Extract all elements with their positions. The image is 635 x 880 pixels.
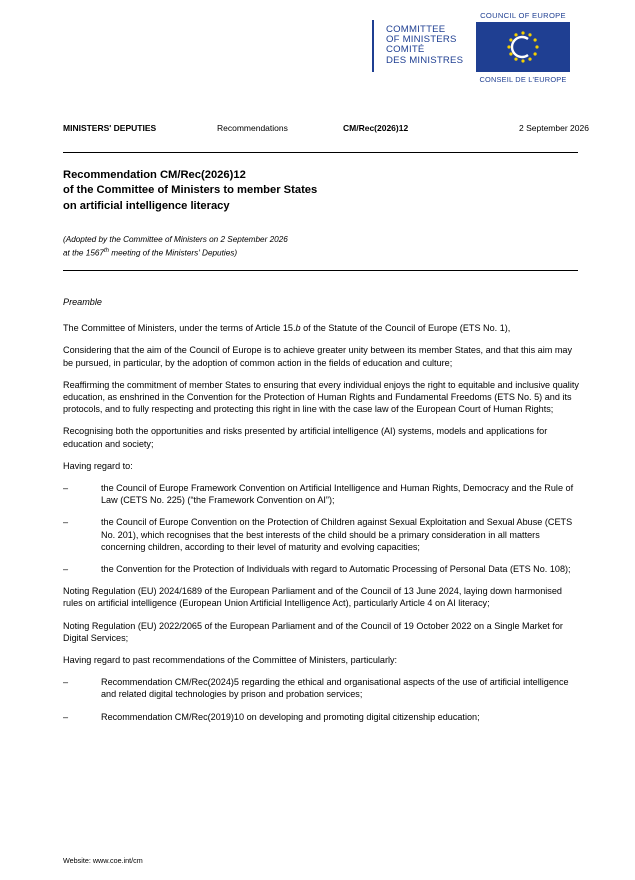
footer-website: Website: www.coe.int/cm (63, 856, 143, 865)
list-dash: – (63, 711, 69, 722)
list-item (63, 516, 579, 553)
document-body (63, 296, 579, 733)
adoption-ordinal: th (103, 247, 109, 254)
paragraph-5: Having regard to: (63, 460, 133, 471)
paragraph-4: Recognising both the opportunities and risks presented by artificial intelligence (AI) systems, models and applications for education and society; (63, 426, 548, 449)
paragraph-1-pre: The Committee of Ministers, under the terms of Article 15. (63, 323, 296, 334)
committee-line-3: COMITÉ (386, 44, 425, 56)
list-item-text: Recommendation CM/Rec(2024)5 regarding the ethical and organisational aspects of the use of artificial intelligence and related digital technologies by prison and probation services; (101, 677, 569, 700)
adoption-line-2 (63, 246, 563, 259)
list-item-text: the Council of Europe Framework Convention on Artificial Intelligence and Human Rights, Democracy and the Rule of Law (CETS No. 225) (“the Framework Convention on AI”); (101, 483, 574, 506)
document-title (63, 168, 563, 214)
adoption-note (63, 234, 563, 259)
adoption-line-2-post: meeting of the Ministers' Deputies) (109, 248, 238, 258)
list-item (63, 711, 579, 723)
title-line-3: on artificial intelligence literacy (63, 199, 230, 212)
rule-top (63, 152, 578, 153)
adoption-line-2-pre: at the 1567 (63, 248, 104, 258)
adoption-line-1: (Adopted by the Committee of Ministers on 2 September 2026 (63, 235, 288, 244)
paragraph-3: Reaffirming the commitment of member States to ensuring that every individual enjoys the right to equitable and inclusive quality education, as enshrined in the Convention for the Protection of Human Rights and Fundamental Freedoms (ETS No. 5) and its protocols, and to fully respecting and protecting this right in line with the case law of the European Court of Human Rights; (63, 379, 579, 415)
list-item-text: the Convention for the Protection of Individuals with regard to Automatic Processing of Personal Data (ETS No. 108); (101, 564, 571, 575)
committee-line-4: DES MINISTRES (386, 54, 464, 66)
committee-line-1: COMMITTEE (386, 24, 446, 35)
list-dash: – (63, 483, 69, 494)
paragraph-8: Having regard to past recommendations of the Committee of Ministers, particularly: (63, 655, 398, 666)
paragraph-1-em: b (295, 323, 301, 334)
paragraph-7: Noting Regulation (EU) 2022/2065 of the European Parliament and of the Council of 19 October 2022 on a Single Market for Digital Services; (63, 620, 563, 643)
list-item (63, 676, 579, 700)
list-dash: – (63, 517, 69, 528)
rule-bottom (63, 270, 578, 271)
coe-logo-top-text: COUNCIL OF EUROPE (480, 11, 566, 20)
list-dash: – (63, 564, 69, 575)
title-line-1: Recommendation CM/Rec(2026)12 (63, 169, 246, 181)
list-item (63, 482, 579, 506)
preamble-heading: Preamble (63, 297, 102, 307)
committee-line-2: OF MINISTERS (386, 34, 457, 46)
ref-date: 2 September 2026 (519, 123, 589, 133)
ref-code: CM/Rec(2026)12 (343, 123, 409, 133)
ref-category: Recommendations (217, 123, 288, 133)
list-item-text: the Council of Europe Convention on the Protection of Children against Sexual Exploitation and Sexual Abuse (CETS No. 201), which recognises that the best interests of the child should be a primary consideration in all matters concerning children, according to their level of maturity and evolving capacities; (101, 517, 573, 552)
paragraph-1 (63, 322, 579, 334)
committee-of-ministers-logo (386, 25, 463, 66)
list-dash: – (63, 677, 69, 688)
committee-logo-bar (372, 20, 374, 72)
paragraph-6: Noting Regulation (EU) 2024/1689 of the European Parliament and of the Council of 13 June 2024, laying down harmonised rules on artificial intelligence (European Union Artificial Intelligence Act), particularly Article 4 on AI literacy; (63, 586, 562, 609)
ref-body: MINISTERS' DEPUTIES (63, 123, 157, 133)
paragraph-2: Considering that the aim of the Council of Europe is to achieve greater unity between its member States, and that this aim may be pursued, in particular, by the adoption of common action in the fields of education and culture; (63, 345, 573, 368)
title-line-2: of the Committee of Ministers to member States (63, 184, 318, 197)
paragraph-1-post: of the Statute of the Council of Europe (ETS No. 1), (300, 323, 511, 334)
list-item (63, 563, 579, 575)
coe-logo-bottom-text: CONSEIL DE L'EUROPE (479, 75, 567, 84)
list-item-text: Recommendation CM/Rec(2019)10 on developing and promoting digital citizenship education; (101, 711, 480, 722)
coe-stars-icon (476, 22, 570, 72)
coe-logo (476, 22, 570, 72)
